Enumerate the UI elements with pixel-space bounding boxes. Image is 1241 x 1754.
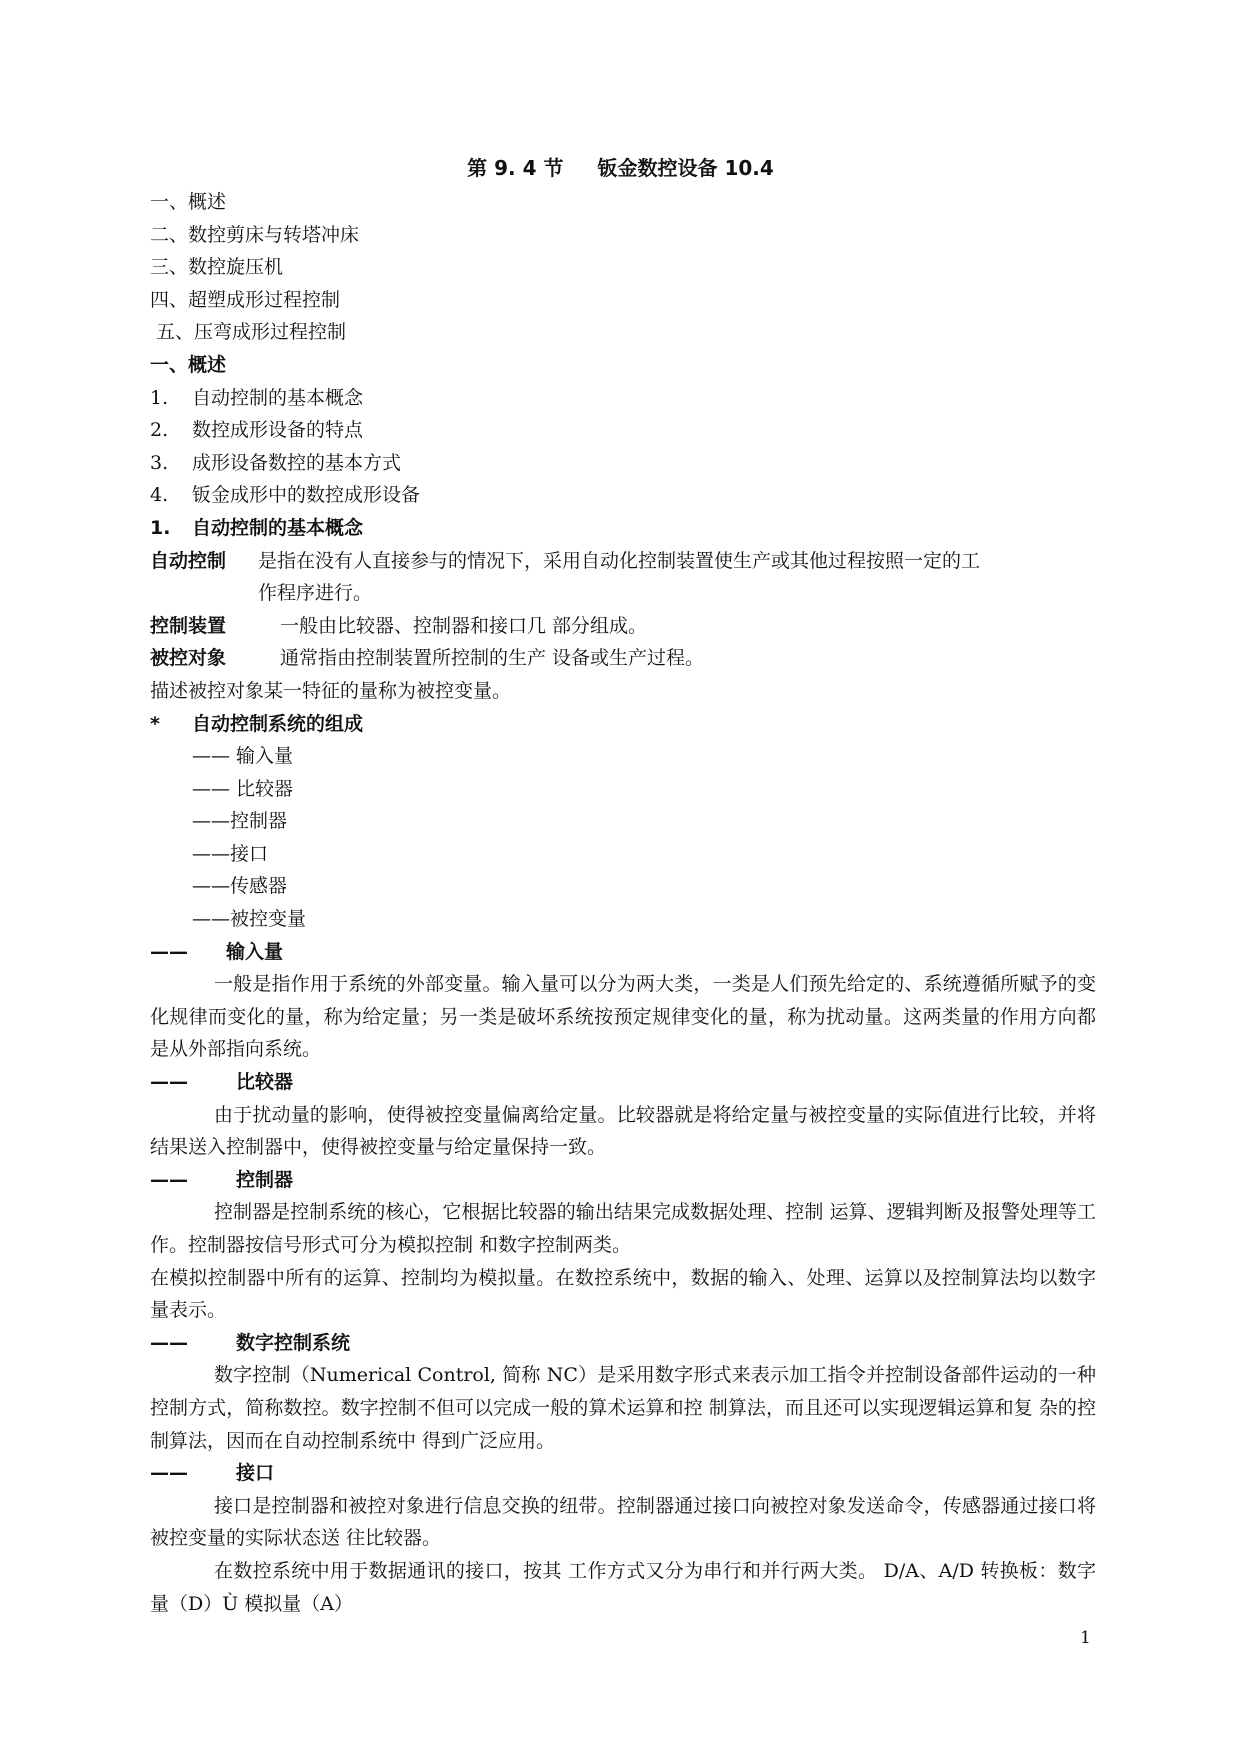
- section-heading: 一、概述: [150, 353, 227, 376]
- toc-item: 二、数控剪床与转塔冲床: [150, 223, 360, 246]
- definition-controlled-object: [150, 642, 1096, 675]
- list-item: [150, 479, 1096, 512]
- digital-control-title: 数字控制系统: [236, 1331, 351, 1354]
- toc-item: 四、超塑成形过程控制: [150, 288, 341, 311]
- definition-continuation: 作程序进行。: [258, 582, 373, 605]
- list-number: 2.: [150, 419, 169, 442]
- controller-paragraph-2: 在模拟控制器中所有的运算、控制均为模拟量。在数控系统中，数据的输入、处理、运算以及控制算法均以数字量表示。: [150, 1266, 1096, 1322]
- digital-control-heading: [150, 1327, 1096, 1360]
- composition-item: —— 输入量: [192, 745, 294, 768]
- input-heading: [150, 936, 1096, 969]
- digital-control-paragraph: 数字控制（Numerical Control, 简称 NC）是采用数字形式来表示加工指令并控制设备部件运动的一种控制方式，简称数控。数字控制不但可以完成一般的算术运算和控 制算法，而且还可以实现逻辑运算和复 杂的控制算法，因而在自动控制系统中 得到广泛应用。: [150, 1364, 1096, 1452]
- list-number: 4.: [150, 484, 169, 507]
- comparator-title: 比较器: [236, 1071, 294, 1094]
- list-item: [150, 447, 1096, 480]
- definition-controlled-variable: 描述被控对象某一特征的量称为被控变量。: [150, 679, 512, 702]
- composition-item: ——控制器: [192, 810, 288, 833]
- title-text: 钣金数控设备 10.4: [597, 156, 774, 180]
- composition-item: ——传感器: [192, 875, 288, 898]
- definition-text: 是指在没有人直接参与的情况下，采用自动化控制装置使生产或其他过程按照一定的工: [258, 549, 981, 572]
- definition-text: 通常指由控制装置所控制的生产 设备或生产过程。: [280, 647, 705, 670]
- toc-item: 一、概述: [150, 191, 227, 213]
- document-body: [150, 186, 1096, 1620]
- list-number: 3.: [150, 451, 169, 474]
- definition-control-device: [150, 610, 1096, 643]
- list-text: 数控成形设备的特点: [192, 419, 364, 442]
- comparator-heading: [150, 1066, 1096, 1099]
- interface-title: 接口: [236, 1462, 275, 1485]
- list-text: 成形设备数控的基本方式: [192, 451, 402, 474]
- composition-title: 自动控制系统的组成: [192, 712, 364, 735]
- toc-item: 五、压弯成形过程控制: [156, 321, 347, 344]
- interface-paragraph-2: 在数控系统中用于数据通讯的接口，按其 工作方式又分为串行和并行两大类。 D/A、A/D 转换板：数字量（D）Ù 模拟量（A）: [150, 1559, 1096, 1615]
- list-item: [150, 414, 1096, 447]
- subsection-heading: [150, 512, 1096, 545]
- list-text: 自动控制的基本概念: [192, 386, 364, 409]
- page-number: 1: [1080, 1628, 1091, 1648]
- controller-heading: [150, 1164, 1096, 1197]
- list-number: 1.: [150, 386, 169, 409]
- composition-item: —— 比较器: [192, 777, 294, 800]
- interface-paragraph: 接口是控制器和被控对象进行信息交换的纽带。控制器通过接口向被控对象发送命令，传感器通过接口将被控变量的实际状态送 往比较器。: [150, 1494, 1096, 1550]
- input-title: 输入量: [226, 940, 284, 963]
- definition-term: 被控对象: [150, 647, 227, 670]
- definition-text: 一般由比较器、控制器和接口几 部分组成。: [280, 614, 648, 637]
- title-section-number: 第 9. 4 节: [467, 156, 564, 180]
- controller-paragraph: 控制器是控制系统的核心，它根据比较器的输出结果完成数据处理、控制 运算、逻辑判断及报警处理等工作。控制器按信号形式可分为模拟控制 和数字控制两类。: [150, 1201, 1096, 1256]
- input-paragraph: 一般是指作用于系统的外部变量。输入量可以分为两大类，一类是人们预先给定的、系统遵循所赋予的变化规律而变化的量，称为给定量；另一类是破坏系统按预定规律变化的量，称为扰动量。这两类量的作用方向都是从外部指向系统。: [150, 973, 1096, 1061]
- dash-mark: ——: [150, 1462, 188, 1485]
- composition-item: ——被控变量: [192, 908, 307, 931]
- composition-heading: [150, 708, 1096, 741]
- dash-mark: ——: [150, 1168, 188, 1191]
- controller-title: 控制器: [236, 1168, 294, 1191]
- list-item: [150, 382, 1096, 415]
- dash-mark: ——: [150, 1071, 188, 1094]
- definition-term: 控制装置: [150, 614, 227, 637]
- comparator-paragraph: 由于扰动量的影响，使得被控变量偏离给定量。比较器就是将给定量与被控变量的实际值进行比较，并将结果送入控制器中，使得被控变量与给定量保持一致。: [150, 1103, 1096, 1159]
- definition-auto-control: [150, 545, 1096, 578]
- composition-item: ——接口: [192, 842, 269, 865]
- toc-item: 三、数控旋压机: [150, 256, 284, 279]
- dash-mark: ——: [150, 1331, 188, 1354]
- dash-mark: ——: [150, 940, 188, 963]
- interface-heading: [150, 1457, 1096, 1490]
- subsection-number: 1.: [150, 516, 171, 539]
- definition-term: 自动控制: [150, 549, 227, 572]
- list-text: 钣金成形中的数控成形设备: [192, 484, 421, 507]
- subsection-title: 自动控制的基本概念: [192, 516, 364, 539]
- bullet-mark: *: [150, 712, 160, 735]
- page-title: [0, 154, 1241, 182]
